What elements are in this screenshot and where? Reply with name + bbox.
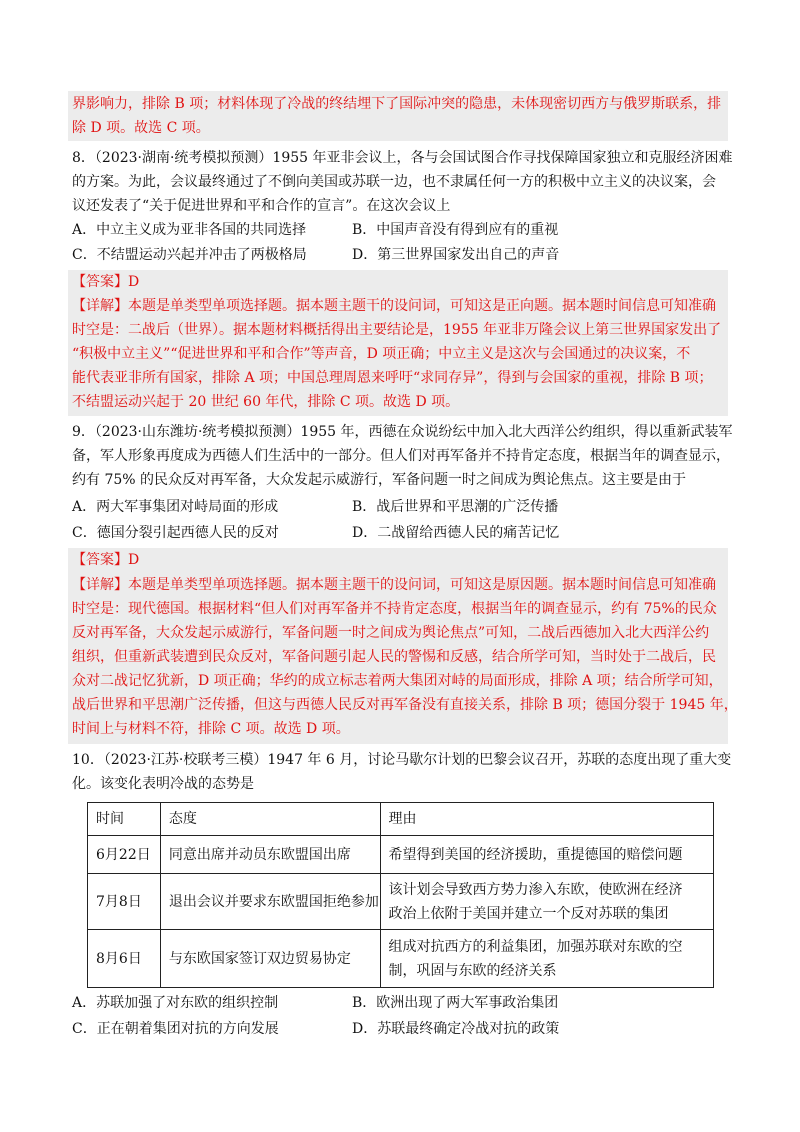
q9-option-c: C．德国分裂引起西德人民的反对: [72, 525, 279, 541]
q10-option-c: C．正在朝着集团对抗的方向发展: [72, 1021, 279, 1037]
q9-option-d: D．二战留给西德人民的痛苦记忆: [352, 525, 560, 541]
table-row: [88, 930, 714, 988]
q10-table: [87, 802, 714, 988]
table-cell-reason: [380, 836, 713, 874]
q10-stem-line: 化。该变化表明冷战的态势是: [72, 776, 254, 792]
q9-option-a: A．两大军事集团对峙局面的形成: [72, 499, 279, 515]
reason-line: 制，巩固与东欧的经济关系: [388, 962, 557, 979]
q9-stem-line: 备，军人形象再度成为西德人们生活中的一部分。但人们对再军备并不持肯定态度，根据当年的调查显示，: [72, 448, 730, 464]
prev-explanation-line: 除 D 项。故选 C 项。: [72, 120, 210, 136]
q10-option-a: A．苏联加强了对东欧的组织控制: [72, 995, 279, 1011]
q9-explanation-line: 众对二战记忆犹新，D 项正确；华约的成立标志着两大集团对峙的局面形成，排除 A 项；结合所学可知，: [72, 673, 723, 689]
q8-explanation-line: 能代表亚非所有国家，排除 A 项；中国总理周恩来呼吁“求同存异”，得到与会国家的重视，排除 B 项；: [72, 370, 713, 386]
q9-explanation-line: 【详解】本题是单类型单项选择题。据本题主题干的设问词，可知这是原因题。据本题时间信息可知准确: [72, 577, 716, 593]
table-header-row: [88, 803, 714, 836]
table-header-time: 时间: [88, 803, 161, 836]
table-row: [88, 874, 714, 930]
q8-option-c: C．不结盟运动兴起并冲击了两极格局: [72, 247, 307, 263]
table-cell-reason: [380, 930, 713, 988]
reason-line: 希望得到美国的经济援助，重提德国的赔偿问题: [388, 846, 683, 863]
reason-line: 政治上依附于美国并建立一个反对苏联的集团: [388, 905, 669, 922]
q8-stem-line: 议还发表了“关于促进世界和平和合作的宣言”。在这次会议上: [72, 198, 451, 214]
q9-explanation-line: 时空是：现代德国。根据材料“但人们对再军备并不持肯定态度，根据当年的调查显示，约有 75%的民众: [72, 601, 717, 617]
q9-answer: 【答案】D: [72, 552, 140, 568]
q8-explanation-line: 时空是：二战后（世界）。据本题材料概括得出主要结论是，1955 年亚非万隆会议上第三世界国家发出了: [72, 322, 722, 338]
q8-explanation-line: 【详解】本题是单类型单项选择题。据本题主题干的设问词，可知这是正向题。据本题时间信息可知准确: [72, 298, 716, 314]
reason-line: 组成对抗西方的利益集团，加强苏联对东欧的空: [388, 938, 683, 955]
q9-stem-line: 9．（2023·山东潍坊·统考模拟预测）1955 年，西德在众说纷纭中加入北大西洋公约组织，得以重新武装军: [72, 424, 733, 440]
table-cell-attitude: 退出会议并要求东欧盟国拒绝参加: [160, 874, 380, 930]
q9-explanation-line: 战后世界和平思潮广泛传播，但这与西德人民反对再军备没有直接关系，排除 B 项；德国分裂于 1945 年，: [72, 697, 738, 713]
table-cell-reason: [380, 874, 713, 930]
q10-option-d: D．苏联最终确定冷战对抗的政策: [352, 1021, 560, 1037]
reason-line: 该计划会导致西方势力渗入东欧，使欧洲在经济: [388, 881, 683, 898]
q8-explanation-line: 不结盟运动兴起于 20 世纪 60 年代，排除 C 项。故选 D 项。: [72, 394, 460, 410]
q9-explanation-line: 反对再军备，大众发起示威游行，军备问题一时之间成为舆论焦点”可知，二战后西德加入北大西洋公约: [72, 625, 710, 641]
q9-explanation-line: 组织，但重新武装遭到民众反对，军备问题引起人民的警惕和反感，结合所学可知，当时处于二战后，民: [72, 649, 716, 665]
table-row: [88, 836, 714, 874]
q8-option-d: D．第三世界国家发出自己的声音: [352, 247, 560, 263]
q9-stem-line: 约有 75% 的民众反对再军备，大众发起示威游行，军备问题一时之间成为舆论焦点。这主要是由于: [72, 472, 687, 488]
table-cell-attitude: 与东欧国家签订双边贸易协定: [160, 930, 380, 988]
q9-option-b: B．战后世界和平思潮的广泛传播: [352, 499, 559, 515]
q8-answer: 【答案】D: [72, 274, 140, 290]
table-cell-attitude: 同意出席并动员东欧盟国出席: [160, 836, 380, 874]
q10-stem-line: 10．（2023·江苏·校联考三模）1947 年 6 月，讨论马歇尔计划的巴黎会议召开，苏联的态度出现了重大变: [72, 752, 732, 768]
table-cell-time: 8月6日: [88, 930, 161, 988]
table-cell-time: 6月22日: [88, 836, 161, 874]
table-cell-time: 7月8日: [88, 874, 161, 930]
q10-option-b: B．欧洲出现了两大军事政治集团: [352, 995, 559, 1011]
table-header-reason: 理由: [380, 803, 713, 836]
q8-option-a: A．中立主义成为亚非各国的共同选择: [72, 222, 307, 238]
prev-explanation-line: 界影响力，排除 B 项；材料体现了冷战的终结埋下了国际冲突的隐患，未体现密切西方与俄罗斯联系，排: [72, 96, 722, 112]
q8-stem-line: 的方案。为此，会议最终通过了不倒向美国或苏联一边，也不隶属任何一方的积极中立主义的决议案，会: [72, 174, 716, 190]
q9-explanation-line: 时间上与材料不符，排除 C 项。故选 D 项。: [72, 721, 350, 737]
table-header-attitude: 态度: [160, 803, 380, 836]
q8-option-b: B．中国声音没有得到应有的重视: [352, 222, 559, 238]
q8-explanation-line: “积极中立主义”“促进世界和平和合作”等声音，D 项正确；中立主义是这次与会国通过的决议案，不: [72, 346, 691, 362]
q8-stem-line: 8．（2023·湖南·统考模拟预测）1955 年亚非会议上，各与会国试图合作寻找保障国家独立和克服经济困难: [72, 150, 733, 166]
